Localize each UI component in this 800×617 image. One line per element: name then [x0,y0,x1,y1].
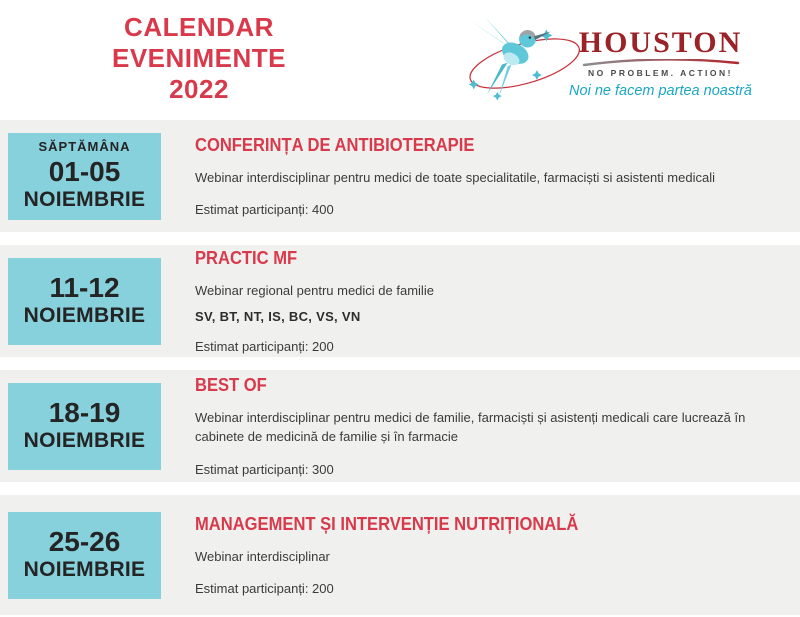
event-details [195,375,787,477]
logo-swoosh-icon [582,59,740,67]
event-participants: Estimat participanți: 300 [195,461,334,477]
houston-logo [453,4,752,108]
page-title-line-3: 2022 [169,74,229,104]
page-title-line-1: CALENDAR [124,12,274,42]
page-title-line-2: EVENIMENTE [111,43,287,73]
event-date-range: 01-05 [48,156,121,188]
event-row [0,245,800,357]
event-month: NOIEMBRIE [23,557,146,581]
event-description: Webinar interdisciplinar [195,548,330,564]
event-details [195,248,787,355]
event-title: MANAGEMENT ȘI INTERVENȚIE NUTRIȚIONALĂ [195,513,579,534]
event-title: BEST OF [195,375,267,396]
hummingbird-orbit-icon [453,4,585,108]
houston-logo-text [569,4,752,99]
houston-logo-name: HOUSTON [578,26,743,59]
event-participants: Estimat participanți: 400 [195,202,334,218]
event-description: Webinar interdisciplinar pentru medici de familie, farmaciști și asistenți medicali care lucrează în cabinete de medicină de familie și în farmacie [195,410,746,444]
page-title [88,12,310,105]
event-date-box [8,383,161,470]
event-date-range: 25-26 [48,526,121,558]
event-participants: Estimat participanți: 200 [195,339,334,355]
event-week-label: SĂPTĂMÂNA [38,139,131,155]
event-participants: Estimat participanți: 200 [195,581,334,597]
page-header [0,0,800,120]
event-month: NOIEMBRIE [23,428,146,452]
event-month: NOIEMBRIE [23,187,146,211]
event-description: Webinar interdisciplinar pentru medici de toate specialitatile, farmaciști si asistenti medicali [195,169,715,185]
event-date-range: 18-19 [48,397,121,429]
houston-logo-slogan: Noi ne facem partea noastră [569,83,752,99]
event-date-box [8,133,161,220]
event-regions: SV, BT, NT, IS, BC, VS, VN [195,309,361,325]
event-row [0,120,800,232]
event-month: NOIEMBRIE [23,303,146,327]
event-title: PRACTIC MF [195,247,298,268]
event-date-box [8,512,161,599]
event-title: CONFERINȚA DE ANTIBIOTERAPIE [195,134,475,155]
houston-logo-tagline: NO PROBLEM. ACTION! [588,68,733,78]
event-row [0,370,800,482]
event-date-box [8,258,161,345]
event-list [0,120,800,615]
event-details [195,135,787,218]
event-date-range: 11-12 [49,272,120,304]
event-description: Webinar regional pentru medici de familie [195,282,434,298]
event-row [0,495,800,615]
event-details [195,514,787,597]
